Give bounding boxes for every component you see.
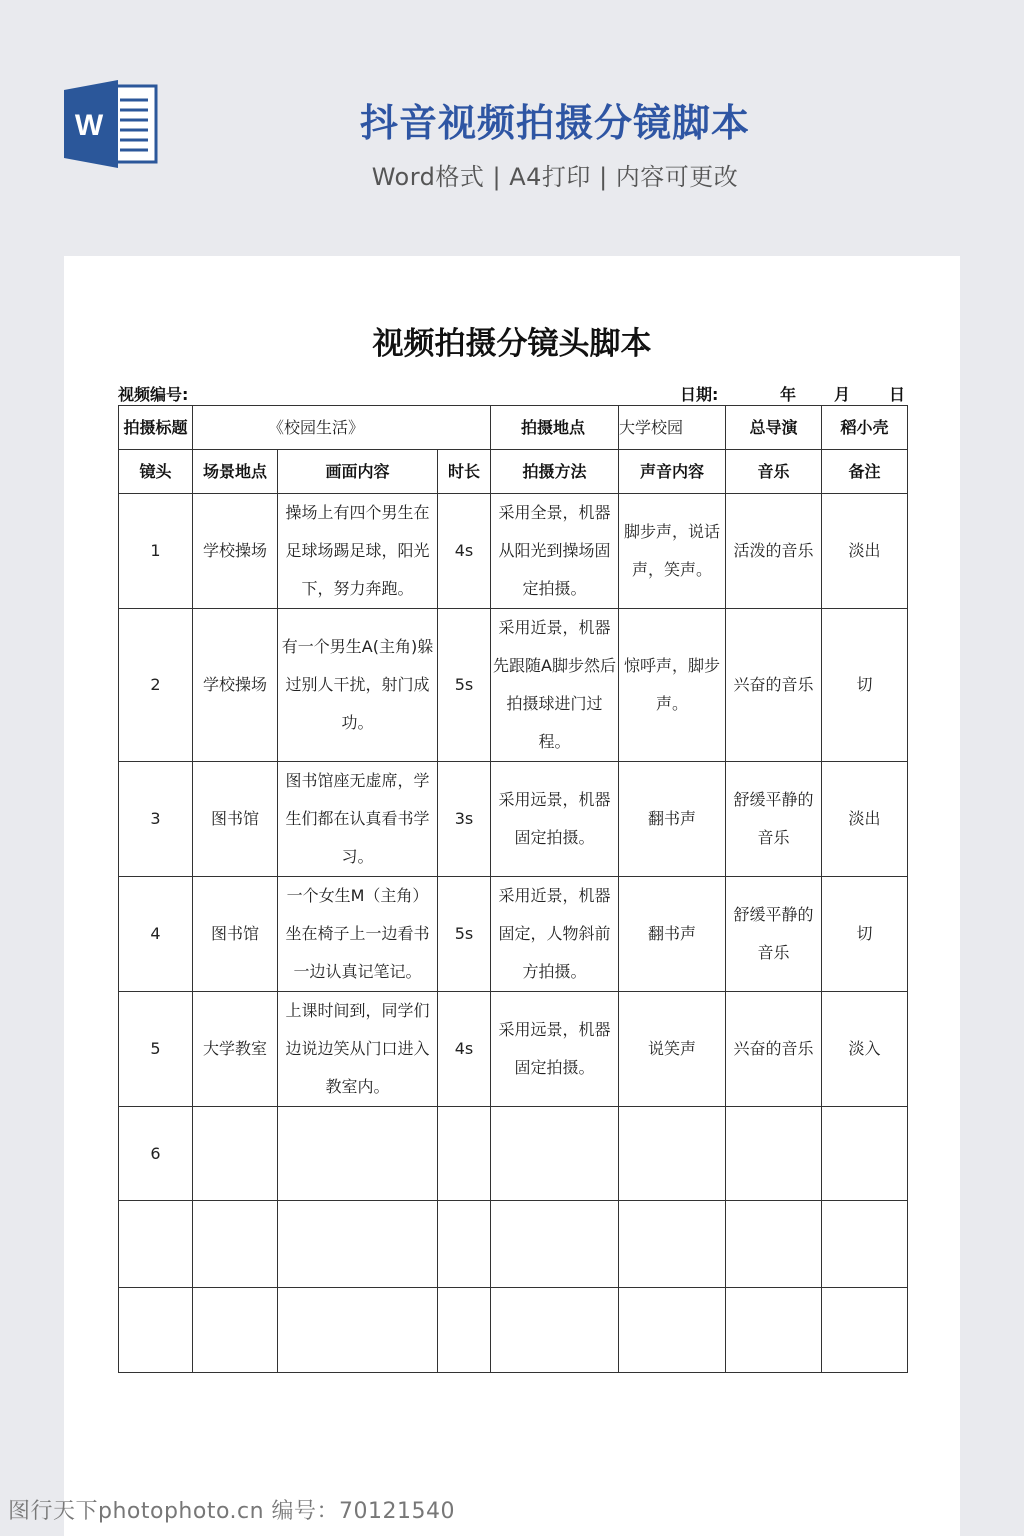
column-header: 镜头	[119, 450, 193, 494]
shoot-title-value: 《校园生活》	[193, 406, 491, 450]
table-cell	[726, 1201, 822, 1288]
table-cell	[193, 1288, 278, 1373]
table-cell	[491, 1107, 619, 1201]
table-cell: 图书馆	[193, 762, 278, 877]
table-cell: 舒缓平静的音乐	[726, 762, 822, 877]
table-cell: 2	[119, 609, 193, 762]
table-row	[119, 992, 908, 1107]
column-header: 备注	[822, 450, 908, 494]
table-cell: 上课时间到，同学们边说边笑从门口进入教室内。	[278, 992, 438, 1107]
table-cell: 切	[822, 609, 908, 762]
column-header: 时长	[438, 450, 491, 494]
table-cell: 一个女生M（主角）坐在椅子上一边看书一边认真记笔记。	[278, 877, 438, 992]
table-cell: 翻书声	[619, 762, 726, 877]
svg-text:W: W	[74, 109, 104, 142]
table-cell: 学校操场	[193, 494, 278, 609]
table-cell	[278, 1288, 438, 1373]
banner-title: 抖音视频拍摄分镜脚本	[359, 101, 750, 145]
table-row	[119, 609, 908, 762]
table-cell: 4	[119, 877, 193, 992]
table-cell: 兴奋的音乐	[726, 609, 822, 762]
table-cell: 5s	[438, 877, 491, 992]
table-cell: 图书馆	[193, 877, 278, 992]
table-cell: 翻书声	[619, 877, 726, 992]
director-label: 总导演	[726, 406, 822, 450]
table-cell: 采用远景，机器固定拍摄。	[491, 762, 619, 877]
table-cell	[822, 1107, 908, 1201]
table-cell: 脚步声，说话声，笑声。	[619, 494, 726, 609]
table-cell: 淡入	[822, 992, 908, 1107]
table-cell: 5	[119, 992, 193, 1107]
header-row	[119, 450, 908, 494]
table-cell: 大学教室	[193, 992, 278, 1107]
table-row	[119, 1201, 908, 1288]
table-cell	[193, 1107, 278, 1201]
storyboard-table	[118, 405, 908, 1373]
table-cell: 操场上有四个男生在足球场踢足球，阳光下，努力奔跑。	[278, 494, 438, 609]
table-row	[119, 762, 908, 877]
table-cell: 惊呼声，脚步声。	[619, 609, 726, 762]
table-cell	[491, 1288, 619, 1373]
table-cell: 舒缓平静的音乐	[726, 877, 822, 992]
table-cell	[822, 1288, 908, 1373]
table-cell	[822, 1201, 908, 1288]
day-label: 日	[889, 385, 906, 404]
table-cell: 采用全景，机器从阳光到操场固定拍摄。	[491, 494, 619, 609]
table-cell: 4s	[438, 494, 491, 609]
table-cell	[491, 1201, 619, 1288]
table-cell: 切	[822, 877, 908, 992]
column-header: 音乐	[726, 450, 822, 494]
video-number-label: 视频编号:	[118, 385, 189, 404]
table-cell: 说笑声	[619, 992, 726, 1107]
table-cell: 图书馆座无虚席，学生们都在认真看书学习。	[278, 762, 438, 877]
table-cell: 学校操场	[193, 609, 278, 762]
location-label: 拍摄地点	[491, 406, 619, 450]
table-cell: 5s	[438, 609, 491, 762]
table-cell: 采用近景，机器先跟随A脚步然后拍摄球进门过程。	[491, 609, 619, 762]
table-cell: 淡出	[822, 494, 908, 609]
table-cell	[619, 1107, 726, 1201]
table-row	[119, 877, 908, 992]
column-header: 画面内容	[278, 450, 438, 494]
table-cell	[119, 1288, 193, 1373]
table-cell	[726, 1288, 822, 1373]
table-cell: 4s	[438, 992, 491, 1107]
table-cell	[438, 1288, 491, 1373]
shoot-title-label: 拍摄标题	[119, 406, 193, 450]
table-row	[119, 1288, 908, 1373]
table-cell	[438, 1201, 491, 1288]
table-cell	[726, 1107, 822, 1201]
table-cell: 3s	[438, 762, 491, 877]
table-cell	[438, 1107, 491, 1201]
banner	[0, 0, 1024, 256]
table-cell: 采用远景，机器固定拍摄。	[491, 992, 619, 1107]
table-cell	[119, 1201, 193, 1288]
word-icon	[62, 80, 158, 168]
table-cell	[278, 1107, 438, 1201]
director-value: 稻小壳	[822, 406, 908, 450]
table-cell: 有一个男生A(主角)躲过别人干扰，射门成功。	[278, 609, 438, 762]
column-header: 场景地点	[193, 450, 278, 494]
month-label: 月	[834, 385, 851, 404]
date-label: 日期:	[680, 385, 719, 404]
watermark: 图行天下photophoto.cn 编号：70121540	[8, 1499, 456, 1524]
table-cell	[619, 1201, 726, 1288]
table-cell: 3	[119, 762, 193, 877]
table-cell	[193, 1201, 278, 1288]
table-row	[119, 494, 908, 609]
table-cell: 1	[119, 494, 193, 609]
column-header: 拍摄方法	[491, 450, 619, 494]
table-cell	[278, 1201, 438, 1288]
table-cell: 采用近景，机器固定，人物斜前方拍摄。	[491, 877, 619, 992]
location-value: 大学校园	[619, 406, 726, 450]
info-row	[119, 406, 908, 450]
table-cell: 兴奋的音乐	[726, 992, 822, 1107]
table-cell: 淡出	[822, 762, 908, 877]
document-title: 视频拍摄分镜头脚本	[372, 326, 652, 362]
table-cell: 活泼的音乐	[726, 494, 822, 609]
table-cell: 6	[119, 1107, 193, 1201]
banner-subtitle: Word格式 | A4打印 | 内容可更改	[371, 163, 739, 191]
table-cell	[619, 1288, 726, 1373]
column-header: 声音内容	[619, 450, 726, 494]
table-row	[119, 1107, 908, 1201]
year-label: 年	[780, 385, 797, 404]
